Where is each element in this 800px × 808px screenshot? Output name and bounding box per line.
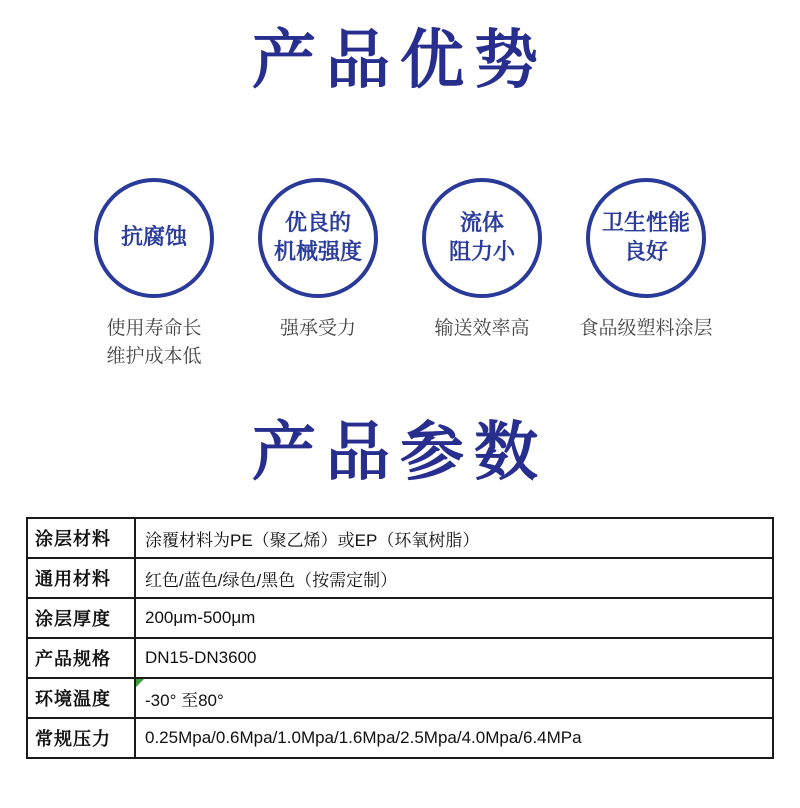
caption-line: 使用寿命长 <box>106 317 202 339</box>
caption-line: 食品级塑料涂层 <box>579 317 713 339</box>
parameters-table <box>26 517 774 759</box>
advantages-section-title: 产品优势 <box>252 24 548 96</box>
advantage-circle-mechanical-strength <box>258 178 378 298</box>
advantage-caption <box>579 315 712 344</box>
param-value-ambient-temperature <box>135 678 773 718</box>
table-row <box>27 718 773 758</box>
circle-text-line: 优良的 <box>284 210 351 235</box>
advantage-caption <box>434 315 529 344</box>
circle-text-line: 抗腐蚀 <box>120 224 187 250</box>
param-value-standard-pressure: 0.25Mpa/0.6Mpa/1.0Mpa/1.6Mpa/2.5Mpa/4.0Mpa/6.4MPa <box>135 718 773 758</box>
circle-text-line: 良好 <box>623 238 668 264</box>
table-row <box>27 518 773 558</box>
circle-text-line: 机械强度 <box>273 238 362 264</box>
circle-text-line: 卫生性能 <box>601 210 690 235</box>
advantage-caption <box>280 315 356 344</box>
advantage-item-low-fluid-resistance <box>400 178 564 372</box>
green-corner-marker <box>136 679 144 687</box>
advantage-circle-low-fluid-resistance <box>422 178 542 298</box>
advantage-item-mechanical-strength <box>236 178 400 372</box>
parameters-section-title: 产品参数 <box>252 415 548 488</box>
table-row <box>27 678 773 718</box>
table-row <box>27 598 773 638</box>
caption-line: 维护成本低 <box>106 346 202 368</box>
param-label-product-spec: 产品规格 <box>27 638 135 678</box>
param-label-standard-pressure: 常规压力 <box>27 718 135 758</box>
advantage-circle-hygienic <box>586 178 706 298</box>
caption-line: 输送效率高 <box>434 317 530 339</box>
advantage-caption <box>106 315 201 372</box>
param-value-common-material: 红色/蓝色/绿色/黑色（按需定制） <box>135 558 773 598</box>
param-label-ambient-temperature: 环境温度 <box>27 678 135 718</box>
param-value-coating-thickness: 200μm-500μm <box>135 598 773 638</box>
caption-line: 强承受力 <box>279 317 356 339</box>
param-value-coating-material: 涂覆材料为PE（聚乙烯）或EP（环氧树脂） <box>135 518 773 558</box>
circle-text-line: 流体 <box>459 210 504 235</box>
advantage-item-hygienic <box>564 178 728 372</box>
advantages-row <box>0 178 800 372</box>
param-value-text: -30° 至80° <box>145 690 224 710</box>
param-label-common-material: 通用材料 <box>27 558 135 598</box>
param-value-product-spec: DN15-DN3600 <box>135 638 773 678</box>
table-row <box>27 638 773 678</box>
parameters-table-body <box>27 518 773 758</box>
advantage-circle-anticorrosion <box>94 178 214 298</box>
advantage-item-anticorrosion <box>72 178 236 372</box>
param-label-coating-material: 涂层材料 <box>27 518 135 558</box>
circle-text-line: 阻力小 <box>448 238 515 264</box>
param-label-coating-thickness: 涂层厚度 <box>27 598 135 638</box>
table-row <box>27 558 773 598</box>
